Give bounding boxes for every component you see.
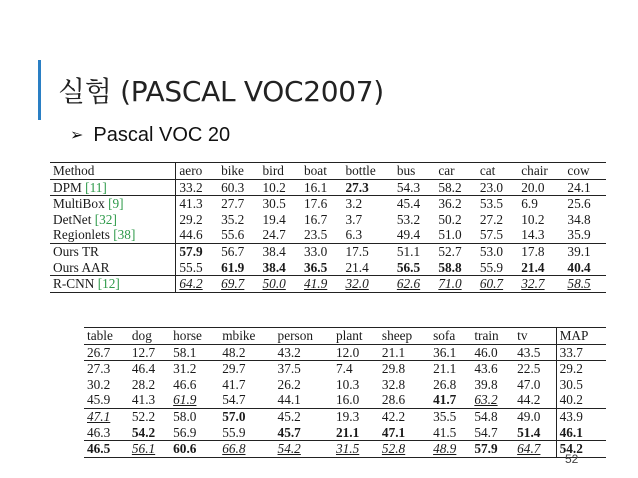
header-cell: sheep [379,328,430,345]
header-cell: cat [477,163,518,180]
value-cell: 43.2 [277,344,301,360]
value-cell: 46.4 [129,361,170,377]
value-cell: 63.2 [474,392,498,408]
value-cell: 69.7 [218,276,259,293]
value-cell: 49.0 [514,408,556,424]
value-cell: 6.9 [518,196,564,212]
value-cell: 16.1 [304,179,328,195]
method-cell [50,196,176,212]
value-cell: 32.8 [381,376,406,392]
value-cell: 55.5 [176,260,218,276]
value-cell: 61.9 [221,259,245,275]
header-cell: tv [514,328,556,345]
header-cell: aero [176,163,218,180]
value-cell: 46.1 [556,425,606,441]
value-cell: 62.6 [394,276,435,293]
method-name: Ours TR [53,243,99,259]
value-cell: 60.3 [221,179,245,195]
value-cell: 41.7 [433,392,457,408]
value-cell: 55.6 [221,227,245,243]
value-cell: 57.9 [176,243,218,259]
value-cell: 52.7 [435,243,476,259]
value-cell: 26.2 [277,376,301,392]
value-cell: 54.7 [222,392,246,408]
value-cell: 35.9 [567,227,591,243]
value-cell: 26.8 [433,376,457,392]
value-cell: 30.5 [556,377,606,393]
value-cell: 20.0 [521,179,545,195]
header-cell: boat [301,163,342,180]
slide-title: 실험 (PASCAL VOC2007) [58,75,384,108]
value-cell: 12.7 [131,344,156,360]
header-cell: bus [394,163,435,180]
value-cell: 27.3 [345,179,369,195]
value-cell: 16.7 [304,211,328,227]
value-cell: 53.2 [396,211,421,227]
method-cell [50,243,176,259]
value-cell: 28.6 [381,392,406,408]
value-cell: 41.3 [131,392,156,408]
value-cell: 43.6 [471,361,514,377]
value-cell: 36.5 [304,259,328,275]
table-row [50,196,606,212]
value-cell: 42.2 [379,408,430,424]
results-table-part1 [50,162,606,293]
value-cell: 19.3 [333,408,379,424]
bullet-item [70,124,230,147]
value-cell: 29.2 [176,212,218,228]
value-cell: 28.2 [131,376,156,392]
value-cell: 51.1 [394,243,435,259]
value-cell: 54.3 [396,179,421,195]
value-cell: 57.0 [219,408,274,424]
value-cell: 31.5 [333,441,379,458]
value-cell: 52.2 [129,408,170,424]
value-cell: 21.4 [345,259,369,275]
table-row [50,212,606,228]
value-cell: 56.9 [173,424,197,440]
value-cell: 51.4 [517,424,541,440]
method-name: DetNet [53,211,92,227]
method-name: Ours AAR [53,259,110,275]
header-cell: train [471,328,514,345]
table-header-row [84,328,606,345]
value-cell: 29.2 [556,361,606,377]
value-cell: 51.0 [438,227,462,243]
method-name: DPM [53,179,82,195]
value-cell: 41.3 [176,196,218,212]
header-cell: bike [218,163,259,180]
value-cell: 41.7 [222,376,246,392]
value-cell: 60.6 [170,441,219,458]
header-cell: sofa [430,328,471,345]
value-cell: 46.3 [87,424,111,440]
value-cell: 48.9 [430,441,471,458]
value-cell: 19.4 [262,211,286,227]
value-cell: 58.5 [564,276,606,293]
value-cell: 54.2 [131,424,156,440]
value-cell: 46.0 [474,344,498,360]
value-cell: 47.1 [381,424,406,440]
value-cell: 27.7 [218,196,259,212]
value-cell: 41.5 [433,424,457,440]
value-cell: 10.2 [521,211,545,227]
value-cell: 3.2 [342,196,393,212]
value-cell: 49.4 [396,227,421,243]
value-cell: 35.2 [221,211,245,227]
title-accent-bar [38,60,41,120]
results-table-part2 [84,327,606,458]
header-cell: bird [260,163,301,180]
table-row [50,276,606,293]
value-cell: 10.2 [262,179,286,195]
header-cell: mbike [219,328,274,345]
value-cell: 44.2 [517,392,541,408]
value-cell: 47.0 [517,376,541,392]
table-row [50,243,606,259]
table-row [84,441,606,458]
header-cell: car [435,163,476,180]
value-cell: 71.0 [435,276,476,293]
value-cell: 58.2 [438,179,462,195]
value-cell: 39.8 [474,376,498,392]
value-cell: 26.7 [87,344,111,360]
value-cell: 50.0 [260,276,301,293]
value-cell: 23.5 [304,227,328,243]
value-cell: 22.5 [514,361,556,377]
table-row [50,227,606,243]
value-cell: 45.9 [87,392,111,408]
method-cell [50,260,176,276]
header-cell: dog [129,328,170,345]
header-cell: cow [564,163,606,180]
value-cell: 34.8 [567,211,591,227]
value-cell: 14.3 [521,227,545,243]
value-cell: 21.4 [521,259,545,275]
table-row [84,377,606,393]
value-cell: 58.1 [173,344,197,360]
value-cell: 44.6 [176,227,218,243]
value-cell: 54.8 [471,408,514,424]
citation-link[interactable]: [38] [113,227,136,243]
value-cell: 21.1 [430,361,471,377]
header-cell: Method [50,163,176,180]
value-cell: 17.6 [301,196,342,212]
header-cell: chair [518,163,564,180]
table-row [84,344,606,361]
value-cell: 24.1 [567,179,591,195]
value-cell: 46.6 [173,376,197,392]
value-cell: 53.5 [477,196,518,212]
value-cell: 54.2 [556,441,606,458]
value-cell: 47.1 [84,408,129,424]
value-cell: 43.9 [556,408,606,424]
value-cell: 3.7 [345,211,363,227]
table-row [84,361,606,377]
header-cell: horse [170,328,219,345]
value-cell: 36.1 [433,344,457,360]
table-row [50,179,606,196]
value-cell: 45.7 [277,424,301,440]
value-cell: 37.5 [275,361,333,377]
arrow-bullet-icon: ➢ [70,127,84,144]
value-cell: 6.3 [345,227,363,243]
value-cell: 50.2 [438,211,462,227]
value-cell: 45.2 [275,408,333,424]
value-cell: 17.8 [518,243,564,259]
value-cell: 40.2 [556,392,606,408]
value-cell: 17.5 [342,243,393,259]
value-cell: 25.6 [564,196,606,212]
table-header-row [50,163,606,180]
value-cell: 16.0 [335,392,360,408]
value-cell: 31.2 [170,361,219,377]
value-cell: 54.2 [275,441,333,458]
value-cell: 45.4 [394,196,435,212]
value-cell: 61.9 [173,392,197,408]
value-cell: 40.4 [567,259,591,275]
value-cell: 66.8 [219,441,274,458]
value-cell: 33.7 [556,344,606,361]
value-cell: 56.7 [218,243,259,259]
value-cell: 7.4 [333,361,379,377]
value-cell: 38.4 [262,259,286,275]
value-cell: 58.8 [438,259,462,275]
value-cell: 64.2 [176,276,218,293]
value-cell: 21.1 [381,344,406,360]
method-name: R-CNN [53,276,95,292]
citation-link[interactable]: [9] [108,196,124,212]
header-cell: bottle [342,163,393,180]
method-cell [50,179,176,196]
value-cell: 58.0 [170,408,219,424]
value-cell: 64.7 [514,441,556,458]
value-cell: 43.5 [517,344,541,360]
header-cell: table [84,328,129,345]
citation-link[interactable]: [11] [85,179,107,195]
value-cell: 33.0 [301,243,342,259]
header-cell: person [275,328,333,345]
header-cell: MAP [556,328,606,345]
value-cell: 21.1 [335,424,360,440]
value-cell: 12.0 [335,344,360,360]
page-number: 52 [565,452,579,466]
table-row [84,392,606,408]
value-cell: 27.2 [479,211,504,227]
value-cell: 48.2 [222,344,246,360]
value-cell: 10.3 [335,376,360,392]
value-cell: 23.0 [479,179,504,195]
value-cell: 54.7 [474,424,498,440]
value-cell: 53.0 [477,243,518,259]
method-cell [50,276,176,293]
table-row [84,425,606,441]
citation-link[interactable]: [12] [97,276,120,292]
method-name: MultiBox [53,196,105,212]
value-cell: 32.7 [518,276,564,293]
value-cell: 55.9 [222,424,246,440]
value-cell: 57.5 [479,227,504,243]
value-cell: 52.8 [379,441,430,458]
value-cell: 39.1 [564,243,606,259]
value-cell: 32.0 [342,276,393,293]
header-cell: plant [333,328,379,345]
value-cell: 44.1 [277,392,301,408]
bullet-text: Pascal VOC 20 [93,124,231,146]
value-cell: 30.5 [260,196,301,212]
value-cell: 24.7 [262,227,286,243]
value-cell: 46.5 [84,441,129,458]
value-cell: 56.5 [396,259,421,275]
value-cell: 60.7 [477,276,518,293]
value-cell: 29.7 [219,361,274,377]
method-name: Regionlets [53,227,110,243]
value-cell: 38.4 [260,243,301,259]
method-cell [50,227,176,243]
value-cell: 56.1 [129,441,170,458]
value-cell: 57.9 [471,441,514,458]
value-cell: 35.5 [430,408,471,424]
value-cell: 55.9 [479,259,504,275]
table-row [84,408,606,424]
method-cell [50,212,176,228]
table-row [50,260,606,276]
citation-link[interactable]: [32] [94,211,117,227]
value-cell: 41.9 [301,276,342,293]
value-cell: 30.2 [87,376,111,392]
value-cell: 33.2 [176,179,218,196]
value-cell: 36.2 [435,196,476,212]
value-cell: 27.3 [84,361,129,377]
value-cell: 29.8 [379,361,430,377]
